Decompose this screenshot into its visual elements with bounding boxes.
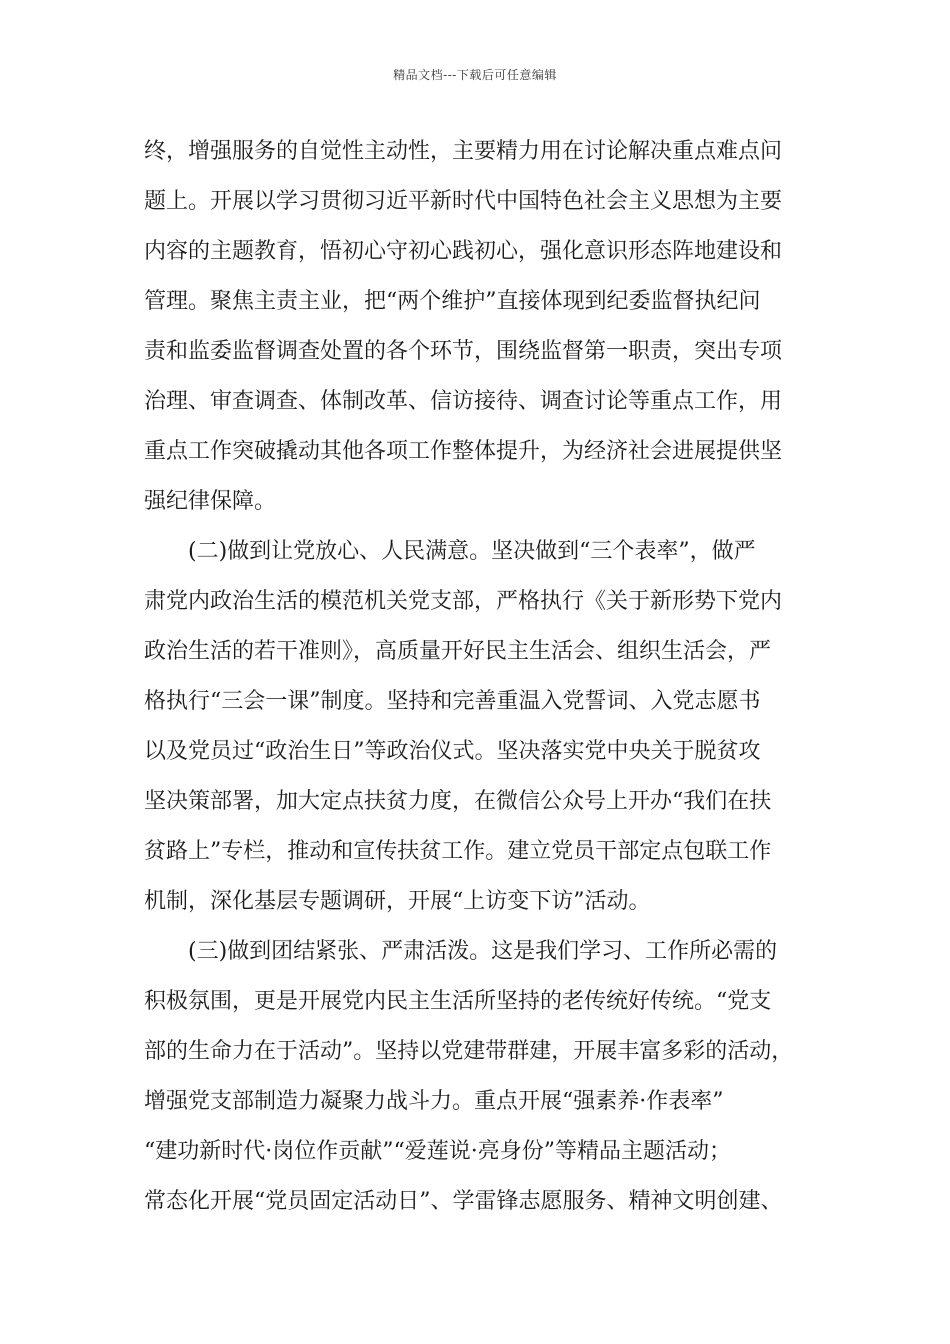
text-line: (三)做到团结紧张、严肃活泼。这是我们学习、工作所必需的 [188,939,778,964]
text-line: 增强党支部制造力凝聚力战斗力。重点开展“强素养·作表率” [144,1089,724,1114]
text-line: 贫路上”专栏，推动和宣传扶贫工作。建立党员干部定点包联工作 [144,839,772,864]
text-line: 以及党员过“政治生日”等政治仪式。坚决落实党中央关于脱贫攻 [144,739,761,764]
page-header: 精品文档---下载后可任意编辑 [393,68,557,82]
paragraph-3 [144,930,814,1230]
text-line: (二)做到让党放心、人民满意。坚决做到“三个表率”，做严 [188,539,756,564]
text-line: “建功新时代·岗位作贡献”“爱莲说·亮身份”等精品主题活动； [144,1139,731,1164]
text-line: 强纪律保障。 [144,489,277,514]
paragraph-2 [144,530,814,930]
text-line: 机制，深化基层专题调研，开展“上访变下访”活动。 [144,889,651,914]
paragraph-1 [144,130,814,530]
text-line: 重点工作突破撬动其他各项工作整体提升，为经济社会进展提供坚 [144,439,783,464]
text-line: 常态化开展“党员固定活动日”、学雷锋志愿服务、精神文明创建、 [144,1189,783,1214]
body-text [144,130,814,1230]
text-line: 内容的主题教育，悟初心守初心践初心，强化意识形态阵地建设和 [144,239,783,264]
text-line: 格执行“三会一课”制度。坚持和完善重温入党誓词、入党志愿书 [144,689,761,714]
text-line: 终，增强服务的自觉性主动性，主要精力用在讨论解决重点难点问 [144,139,783,164]
text-line: 责和监委监督调查处置的各个环节，围绕监督第一职责，突出专项 [144,339,783,364]
text-line: 肃党内政治生活的模范机关党支部，严格执行《关于新形势下党内 [144,589,783,614]
text-line: 题上。开展以学习贯彻习近平新时代中国特色社会主义思想为主要 [144,189,783,214]
text-line: 治理、审查调查、体制改革、信访接待、调查讨论等重点工作，用 [144,389,783,414]
text-line: 坚决策部署，加大定点扶贫力度，在微信公众号上开办“我们在扶 [144,789,772,814]
text-line: 积极氛围，更是开展党内民主生活所坚持的老传统好传统。“党支 [144,989,772,1014]
text-line: 管理。聚焦主责主业，把“两个维护”直接体现到纪委监督执纪问 [144,289,761,314]
text-line: 部的生命力在于活动”。坚持以党建带群建，开展丰富多彩的活动， [144,1039,794,1064]
text-line: 政治生活的若干准则》，高质量开好民主生活会、组织生活会，严 [144,639,772,664]
